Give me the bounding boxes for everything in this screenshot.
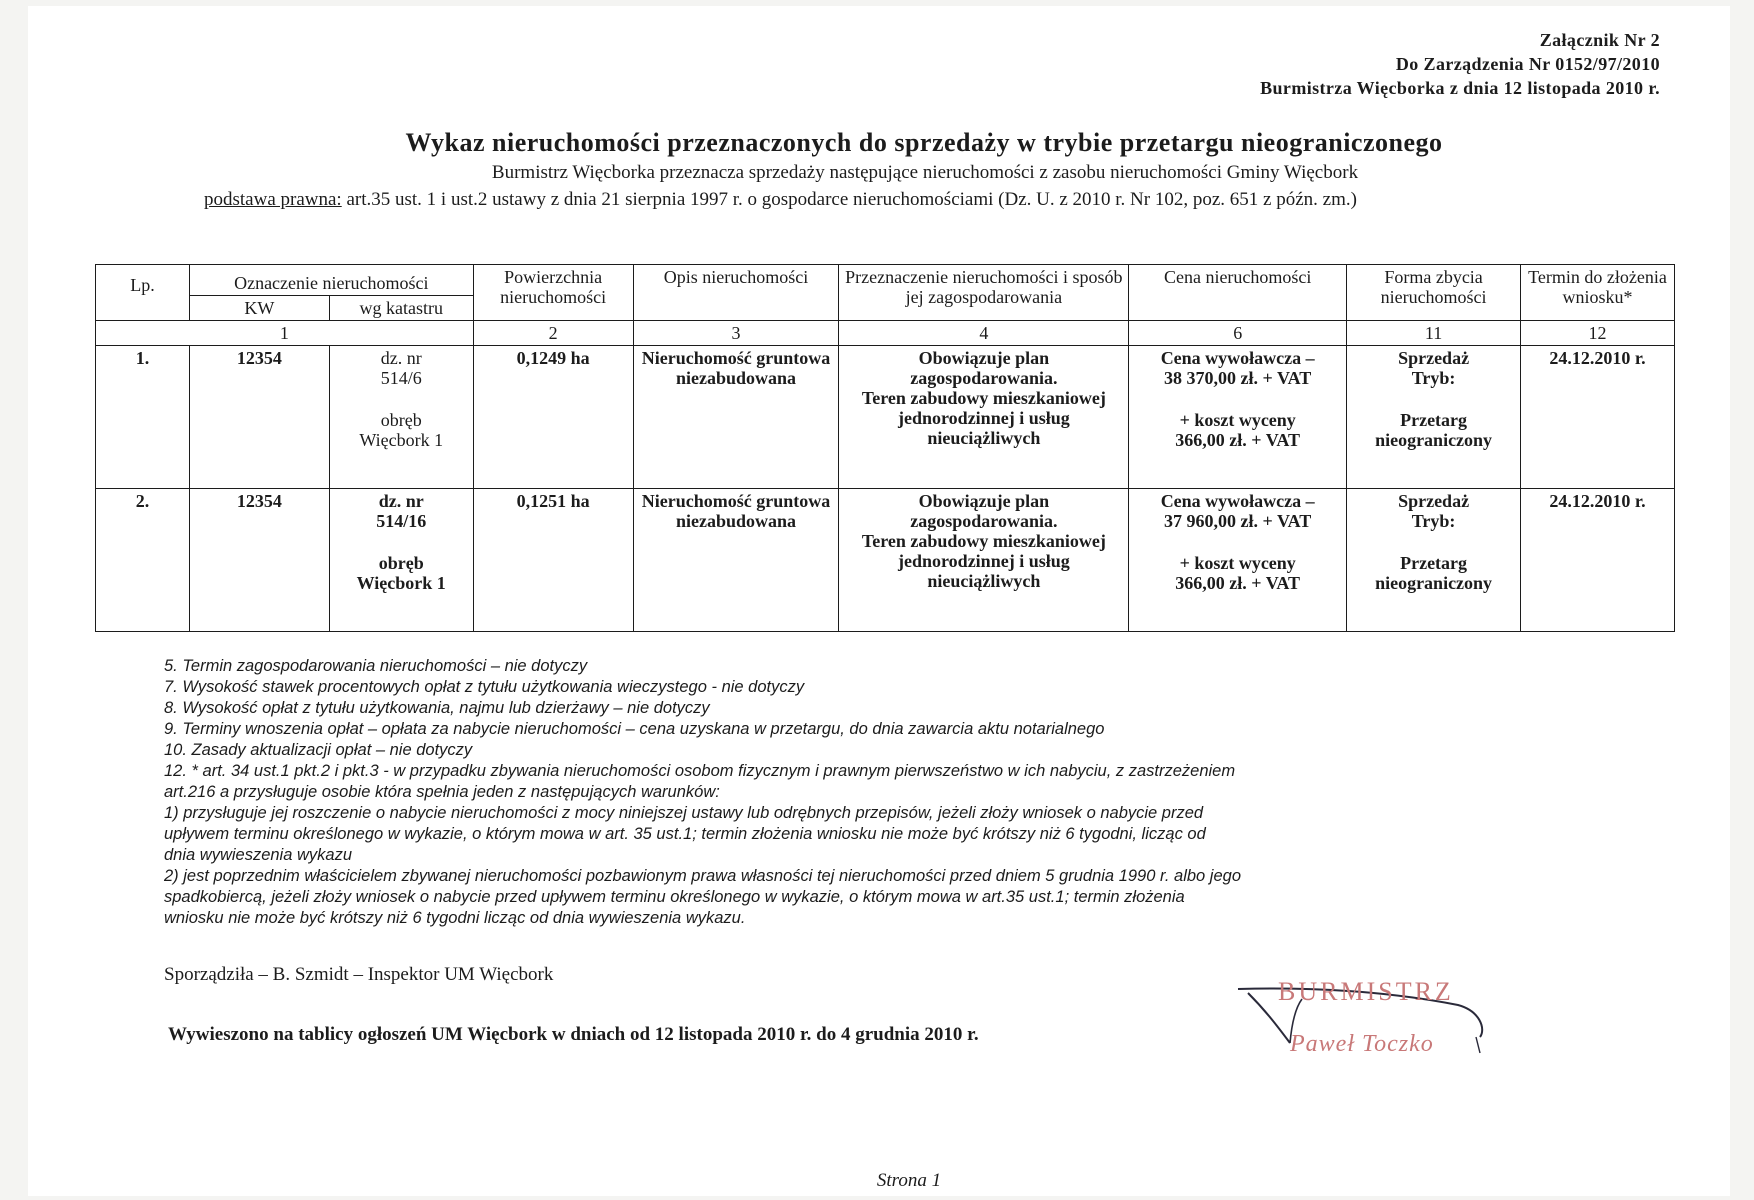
header-cena: Cena nieruchomości xyxy=(1129,265,1347,321)
cadastre-label: dz. nr xyxy=(378,491,424,511)
note-line: 10. Zasady aktualizacji opłat – nie dotyczy xyxy=(164,741,473,759)
header-forma: Forma zbycia nieruchomości xyxy=(1347,265,1521,321)
header-kw: KW xyxy=(189,296,329,321)
header-lp: Lp. xyxy=(96,265,190,321)
ordinance-number: Do Zarządzenia Nr 0152/97/2010 xyxy=(1395,54,1660,74)
precinct-name: Więcbork 1 xyxy=(359,430,444,450)
document-subtitle: Burmistrz Więcborka przeznacza sprzedaży następujące nieruchomości z zasobu nieruchomości Gminy Więcbork xyxy=(491,162,1359,183)
purpose-line: Teren zabudowy mieszkaniowej xyxy=(861,388,1106,408)
stamp-name: Paweł Toczko xyxy=(1290,1031,1434,1057)
row-lp: 2. xyxy=(96,489,190,632)
header-wg-katastru: wg katastru xyxy=(329,296,473,321)
note-line: wniosku nie może być krótszy niż 6 tygodni licząc od dnia wywieszenia wykazu. xyxy=(164,909,746,927)
purpose-line: nieuciążliwych xyxy=(927,571,1041,591)
price-line: 366,00 zł. + VAT xyxy=(1175,430,1301,450)
note-line: 9. Terminy wnoszenia opłat – opłata za nabycie nieruchomości – cena uzyskana w przetargu, do dnia zawarcia aktu notarialnego xyxy=(164,720,1105,738)
row-kw: 12354 xyxy=(189,346,329,489)
row-lp: 1. xyxy=(96,346,190,489)
header-termin: Termin do złożenia wniosku* xyxy=(1521,265,1675,321)
page-number: Strona 1 xyxy=(876,1170,942,1191)
row-price xyxy=(1129,346,1347,489)
column-number: 2 xyxy=(473,321,633,346)
price-line: 38 370,00 zł. + VAT xyxy=(1164,368,1312,388)
note-line: 5. Termin zagospodarowania nieruchomości – nie dotyczy xyxy=(164,657,588,675)
sale-form-line: Przetarg xyxy=(1400,553,1468,573)
precinct-label: obręb xyxy=(378,553,424,573)
column-numbers-row xyxy=(96,321,1675,346)
purpose-line: Obowiązuje plan xyxy=(918,348,1050,368)
precinct-name: Więcbork 1 xyxy=(356,573,446,593)
table-row xyxy=(96,489,1675,632)
purpose-line: zagospodarowania. xyxy=(910,511,1058,531)
note-line: 1) przysługuje jej roszczenie o nabycie nieruchomości z mocy niniejszej ustawy lub odrębnych przepisów, jeżeli złoży wniosek o nabycie przed xyxy=(164,804,1204,822)
purpose-line: zagospodarowania. xyxy=(910,368,1058,388)
sale-form-line: Przetarg xyxy=(1400,410,1468,430)
prepared-by: Sporządziła – B. Szmidt – Inspektor UM Więcbork xyxy=(164,964,554,985)
note-line: upływem terminu określonego w wykazie, o którym mowa w art. 35 ust.1; termin złożenia wniosku nie może być krótszy niż 6 tygodni, licząc od xyxy=(164,825,1206,843)
legal-basis xyxy=(204,189,1357,211)
purpose-line: Teren zabudowy mieszkaniowej xyxy=(861,531,1106,551)
note-line: 8. Wysokość opłat z tytułu użytkowania, najmu lub dzierżawy – nie dotyczy xyxy=(164,699,710,717)
row-sale-form xyxy=(1347,346,1521,489)
sale-form-line: Tryb: xyxy=(1411,511,1456,531)
row-deadline: 24.12.2010 r. xyxy=(1521,346,1675,489)
row-deadline: 24.12.2010 r. xyxy=(1521,489,1675,632)
row-kw: 12354 xyxy=(189,489,329,632)
notes-section xyxy=(164,656,1464,929)
purpose-line: nieuciążliwych xyxy=(927,428,1041,448)
attachment-header xyxy=(1260,28,1660,100)
sale-form-line: nieograniczony xyxy=(1375,573,1493,593)
ordinance-date: Burmistrza Więcborka z dnia 12 listopada 2010 r. xyxy=(1260,78,1660,98)
legal-basis-text: art.35 ust. 1 i ust.2 ustawy z dnia 21 sierpnia 1997 r. o gospodarce nieruchomościami (Dz. U. z 2010 r. Nr 102, poz. 651 z późn. zm.) xyxy=(341,189,1357,210)
note-line: dnia wywieszenia wykazu xyxy=(164,846,353,864)
legal-basis-label: podstawa prawna: xyxy=(204,189,342,210)
purpose-line: jednorodzinnej i usług xyxy=(898,551,1070,571)
row-area: 0,1251 ha xyxy=(473,489,633,632)
precinct-label: obręb xyxy=(380,410,422,430)
price-line: + koszt wyceny xyxy=(1179,553,1296,573)
row-purpose xyxy=(839,489,1129,632)
document-page xyxy=(28,6,1730,1196)
stamp-title: BURMISTRZ xyxy=(1278,977,1454,1006)
price-line: Cena wywoławcza – xyxy=(1160,491,1315,511)
purpose-line: Obowiązuje plan xyxy=(918,491,1050,511)
sale-form-line: Sprzedaż xyxy=(1398,348,1470,368)
note-line: spadkobiercą, jeżeli złoży wniosek o nabycie przed upływem terminu określonego w wykazie, o którym mowa w art.35 ust.1; termin złożenia xyxy=(164,888,1185,906)
cadastre-number: 514/16 xyxy=(376,511,427,531)
header-opis: Opis nieruchomości xyxy=(633,265,839,321)
price-line: + koszt wyceny xyxy=(1179,410,1296,430)
sale-form-line: nieograniczony xyxy=(1375,430,1493,450)
row-price xyxy=(1129,489,1347,632)
column-number: 11 xyxy=(1347,321,1521,346)
header-powierzchnia: Powierzchnia nieruchomości xyxy=(473,265,633,321)
mayor-stamp xyxy=(1218,971,1488,1071)
row-sale-form xyxy=(1347,489,1521,632)
header-oznaczenie: Oznaczenie nieruchomości xyxy=(189,265,473,296)
header-przeznaczenie: Przeznaczenie nieruchomości i sposób jej zagospodarowania xyxy=(839,265,1129,321)
document-title: Wykaz nieruchomości przeznaczonych do sprzedaży w trybie przetargu nieograniczonego xyxy=(405,128,1443,157)
property-table xyxy=(95,264,1675,632)
column-number: 6 xyxy=(1129,321,1347,346)
note-line: 12. * art. 34 ust.1 pkt.2 i pkt.3 - w przypadku zbywania nieruchomości osobom fizycznym i prawnym pierwszeństwo w ich nabyciu, z zastrzeżeniem xyxy=(164,762,1236,780)
cadastre-number: 514/6 xyxy=(380,368,422,388)
note-line: art.216 a przysługuje osobie która spełnia jeden z następujących warunków: xyxy=(164,783,720,801)
sale-form-line: Tryb: xyxy=(1411,368,1456,388)
posting-notice: Wywieszono na tablicy ogłoszeń UM Więcbork w dniach od 12 listopada 2010 r. do 4 grudnia 2010 r. xyxy=(168,1024,979,1045)
row-cadastre xyxy=(329,346,473,489)
attachment-number: Załącznik Nr 2 xyxy=(1539,30,1660,50)
column-number: 4 xyxy=(839,321,1129,346)
column-number: 3 xyxy=(633,321,839,346)
purpose-line: jednorodzinnej i usług xyxy=(898,408,1070,428)
price-line: 366,00 zł. + VAT xyxy=(1175,573,1301,593)
row-cadastre xyxy=(329,489,473,632)
column-number: 1 xyxy=(96,321,474,346)
row-purpose xyxy=(839,346,1129,489)
price-line: Cena wywoławcza – xyxy=(1160,348,1315,368)
price-line: 37 960,00 zł. + VAT xyxy=(1164,511,1312,531)
header-row xyxy=(96,265,1675,296)
table-row xyxy=(96,346,1675,489)
cadastre-label: dz. nr xyxy=(380,348,422,368)
column-number: 12 xyxy=(1521,321,1675,346)
note-line: 2) jest poprzednim właścicielem zbywanej nieruchomości pozbawionym prawa własności tej nieruchomości przed dniem 5 grudnia 1990 r. albo jego xyxy=(164,867,1242,885)
row-area: 0,1249 ha xyxy=(473,346,633,489)
row-description: Nieruchomość gruntowa niezabudowana xyxy=(633,489,839,632)
sale-form-line: Sprzedaż xyxy=(1398,491,1470,511)
row-description: Nieruchomość gruntowa niezabudowana xyxy=(633,346,839,489)
note-line: 7. Wysokość stawek procentowych opłat z tytułu użytkowania wieczystego - nie dotyczy xyxy=(164,678,805,696)
